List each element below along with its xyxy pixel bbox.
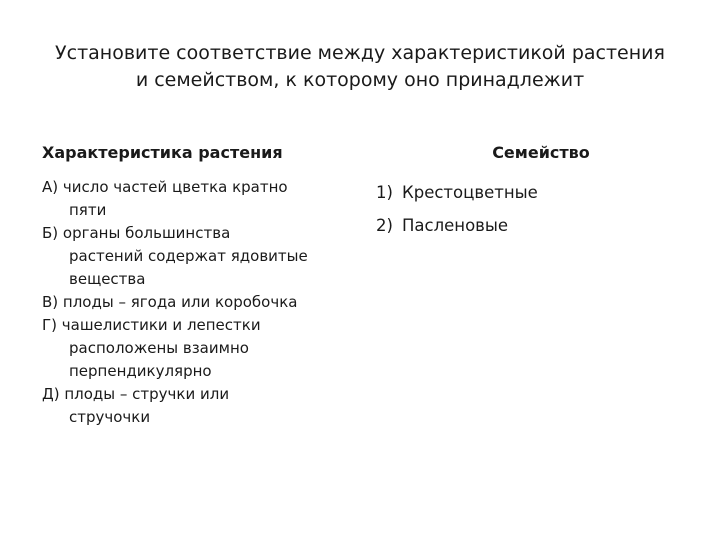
family-label: Пасленовые [402, 216, 509, 235]
characteristic-item-v [42, 291, 362, 314]
characteristic-item-d [42, 383, 362, 429]
family-number: 1) [376, 183, 393, 202]
title-line-1: Установите соответствие между характеристикой растения [55, 42, 665, 64]
item-line: пяти [69, 201, 107, 219]
family-item-1 [372, 176, 672, 209]
page-title [30, 40, 690, 94]
title-line-2: и семейством, к которому оно принадлежит [135, 69, 585, 91]
characteristic-item-a [42, 176, 362, 222]
item-line: растений содержат ядовитые [69, 247, 308, 265]
families-heading: Семейство [492, 143, 590, 162]
item-line: В) плоды – ягода или коробочка [42, 293, 298, 311]
family-item-2 [372, 209, 672, 242]
families-column [372, 142, 672, 242]
characteristics-heading: Характеристика растения [42, 143, 283, 162]
family-number: 2) [376, 216, 393, 235]
item-line: вещества [69, 270, 146, 288]
characteristic-item-g [42, 314, 362, 383]
item-line: расположены взаимно [69, 339, 249, 357]
item-line: Б) органы большинства [42, 224, 231, 242]
item-line: перпендикулярно [69, 362, 212, 380]
item-line: стручочки [69, 408, 151, 426]
item-line: Г) чашелистики и лепестки [42, 316, 261, 334]
family-label: Крестоцветные [402, 183, 538, 202]
characteristics-column [42, 142, 362, 429]
characteristic-item-b [42, 222, 362, 291]
item-line: А) число частей цветка кратно [42, 178, 288, 196]
item-line: Д) плоды – стручки или [42, 385, 230, 403]
